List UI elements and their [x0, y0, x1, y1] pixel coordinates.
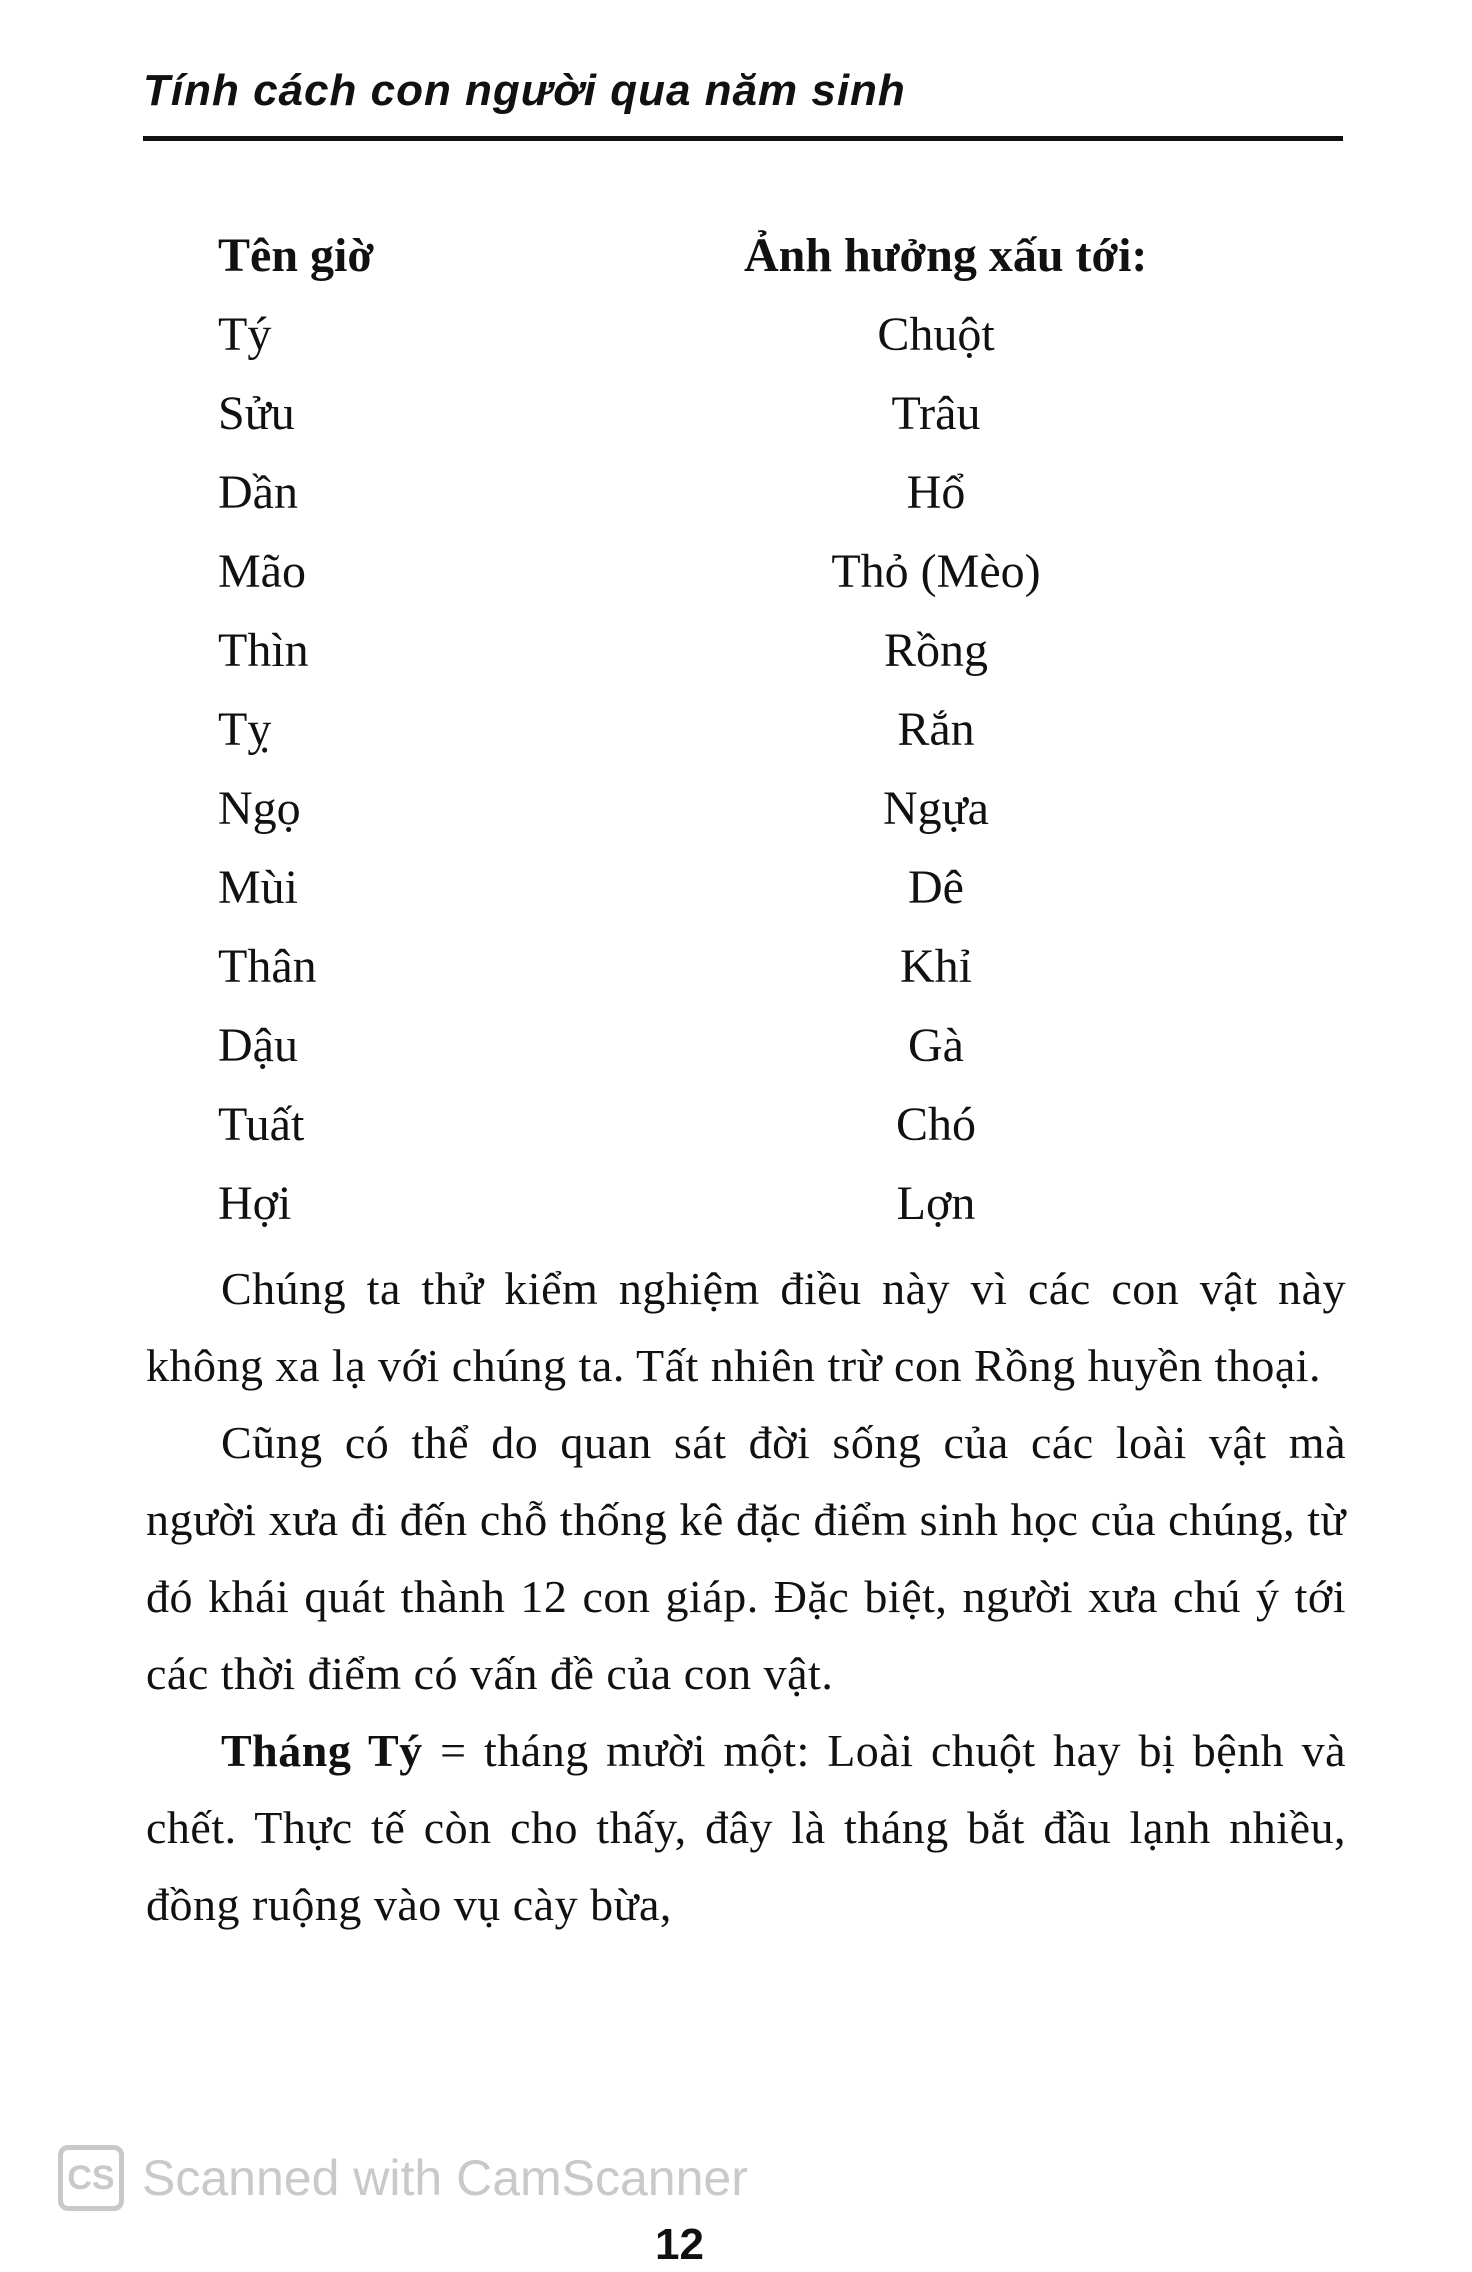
watermark-text: Scanned with CamScanner — [142, 2150, 748, 2206]
hour-name: Ngọ — [218, 782, 301, 835]
animal-name: Chuột — [877, 308, 995, 361]
table-row — [218, 305, 1318, 384]
hour-animal-table — [218, 226, 1318, 1253]
table-row — [218, 700, 1318, 779]
hour-name: Mùi — [218, 861, 299, 914]
table-row — [218, 1016, 1318, 1095]
animal-name: Rắn — [897, 703, 975, 756]
column-header-effect: Ảnh hưởng xấu tới: — [744, 229, 1148, 282]
table-row — [218, 858, 1318, 937]
hour-name: Tuất — [218, 1098, 305, 1151]
paragraph-text: = tháng mười một: Loài chuột hay bị bệnh và chết. Thực tế còn cho thấy, đây là tháng bắt đầu lạnh nhiều, đồng ruộng vào vụ cày bừa, — [146, 1725, 1346, 1930]
bold-term: Tháng Tý — [221, 1725, 423, 1776]
table-row — [218, 621, 1318, 700]
table-row — [218, 1174, 1318, 1253]
body-text — [146, 1250, 1346, 1943]
camscanner-logo-icon: CS — [58, 2145, 124, 2211]
hour-name: Tỵ — [218, 703, 272, 756]
table-row — [218, 463, 1318, 542]
table-row — [218, 542, 1318, 621]
paragraph — [146, 1712, 1346, 1943]
animal-name: Gà — [908, 1019, 964, 1072]
animal-name: Chó — [895, 1098, 976, 1151]
paragraph: Cũng có thể do quan sát đời sống của các loài vật mà người xưa đi đến chỗ thống kê đặc điểm sinh học của chúng, từ đó khái quát thành 12 con giáp. Đặc biệt, người xưa chú ý tới các thời điểm có vấn đề của con vật. — [146, 1417, 1346, 1699]
hour-name: Thân — [218, 940, 317, 993]
animal-name: Hổ — [906, 466, 966, 519]
animal-name: Thỏ (Mèo) — [831, 545, 1041, 598]
table-row — [218, 937, 1318, 1016]
animal-name: Ngựa — [883, 782, 989, 835]
hour-name: Hợi — [218, 1177, 292, 1230]
hour-name: Thìn — [218, 624, 309, 677]
animal-name: Trâu — [891, 387, 981, 440]
animal-name: Dê — [908, 861, 964, 914]
column-header-hour: Tên giờ — [218, 229, 374, 282]
hour-name: Sửu — [218, 387, 295, 440]
table-row — [218, 384, 1318, 463]
table-row — [218, 779, 1318, 858]
page-number: 12 — [655, 2220, 704, 2269]
header-rule — [143, 136, 1343, 141]
animal-name: Khỉ — [900, 940, 972, 993]
table-row — [218, 1095, 1318, 1174]
table-header-row — [218, 226, 1318, 305]
paragraph: Chúng ta thử kiểm nghiệm điều này vì các con vật này không xa lạ với chúng ta. Tất nhiên trừ con Rồng huyền thoại. — [146, 1263, 1346, 1391]
animal-name: Rồng — [883, 624, 988, 677]
animal-name: Lợn — [896, 1177, 976, 1230]
hour-name: Tý — [218, 308, 272, 361]
camscanner-watermark — [58, 2145, 748, 2211]
running-header: Tính cách con người qua năm sinh — [143, 66, 906, 115]
hour-name: Mão — [218, 545, 306, 598]
hour-name: Dần — [218, 466, 298, 519]
hour-name: Dậu — [218, 1019, 298, 1072]
